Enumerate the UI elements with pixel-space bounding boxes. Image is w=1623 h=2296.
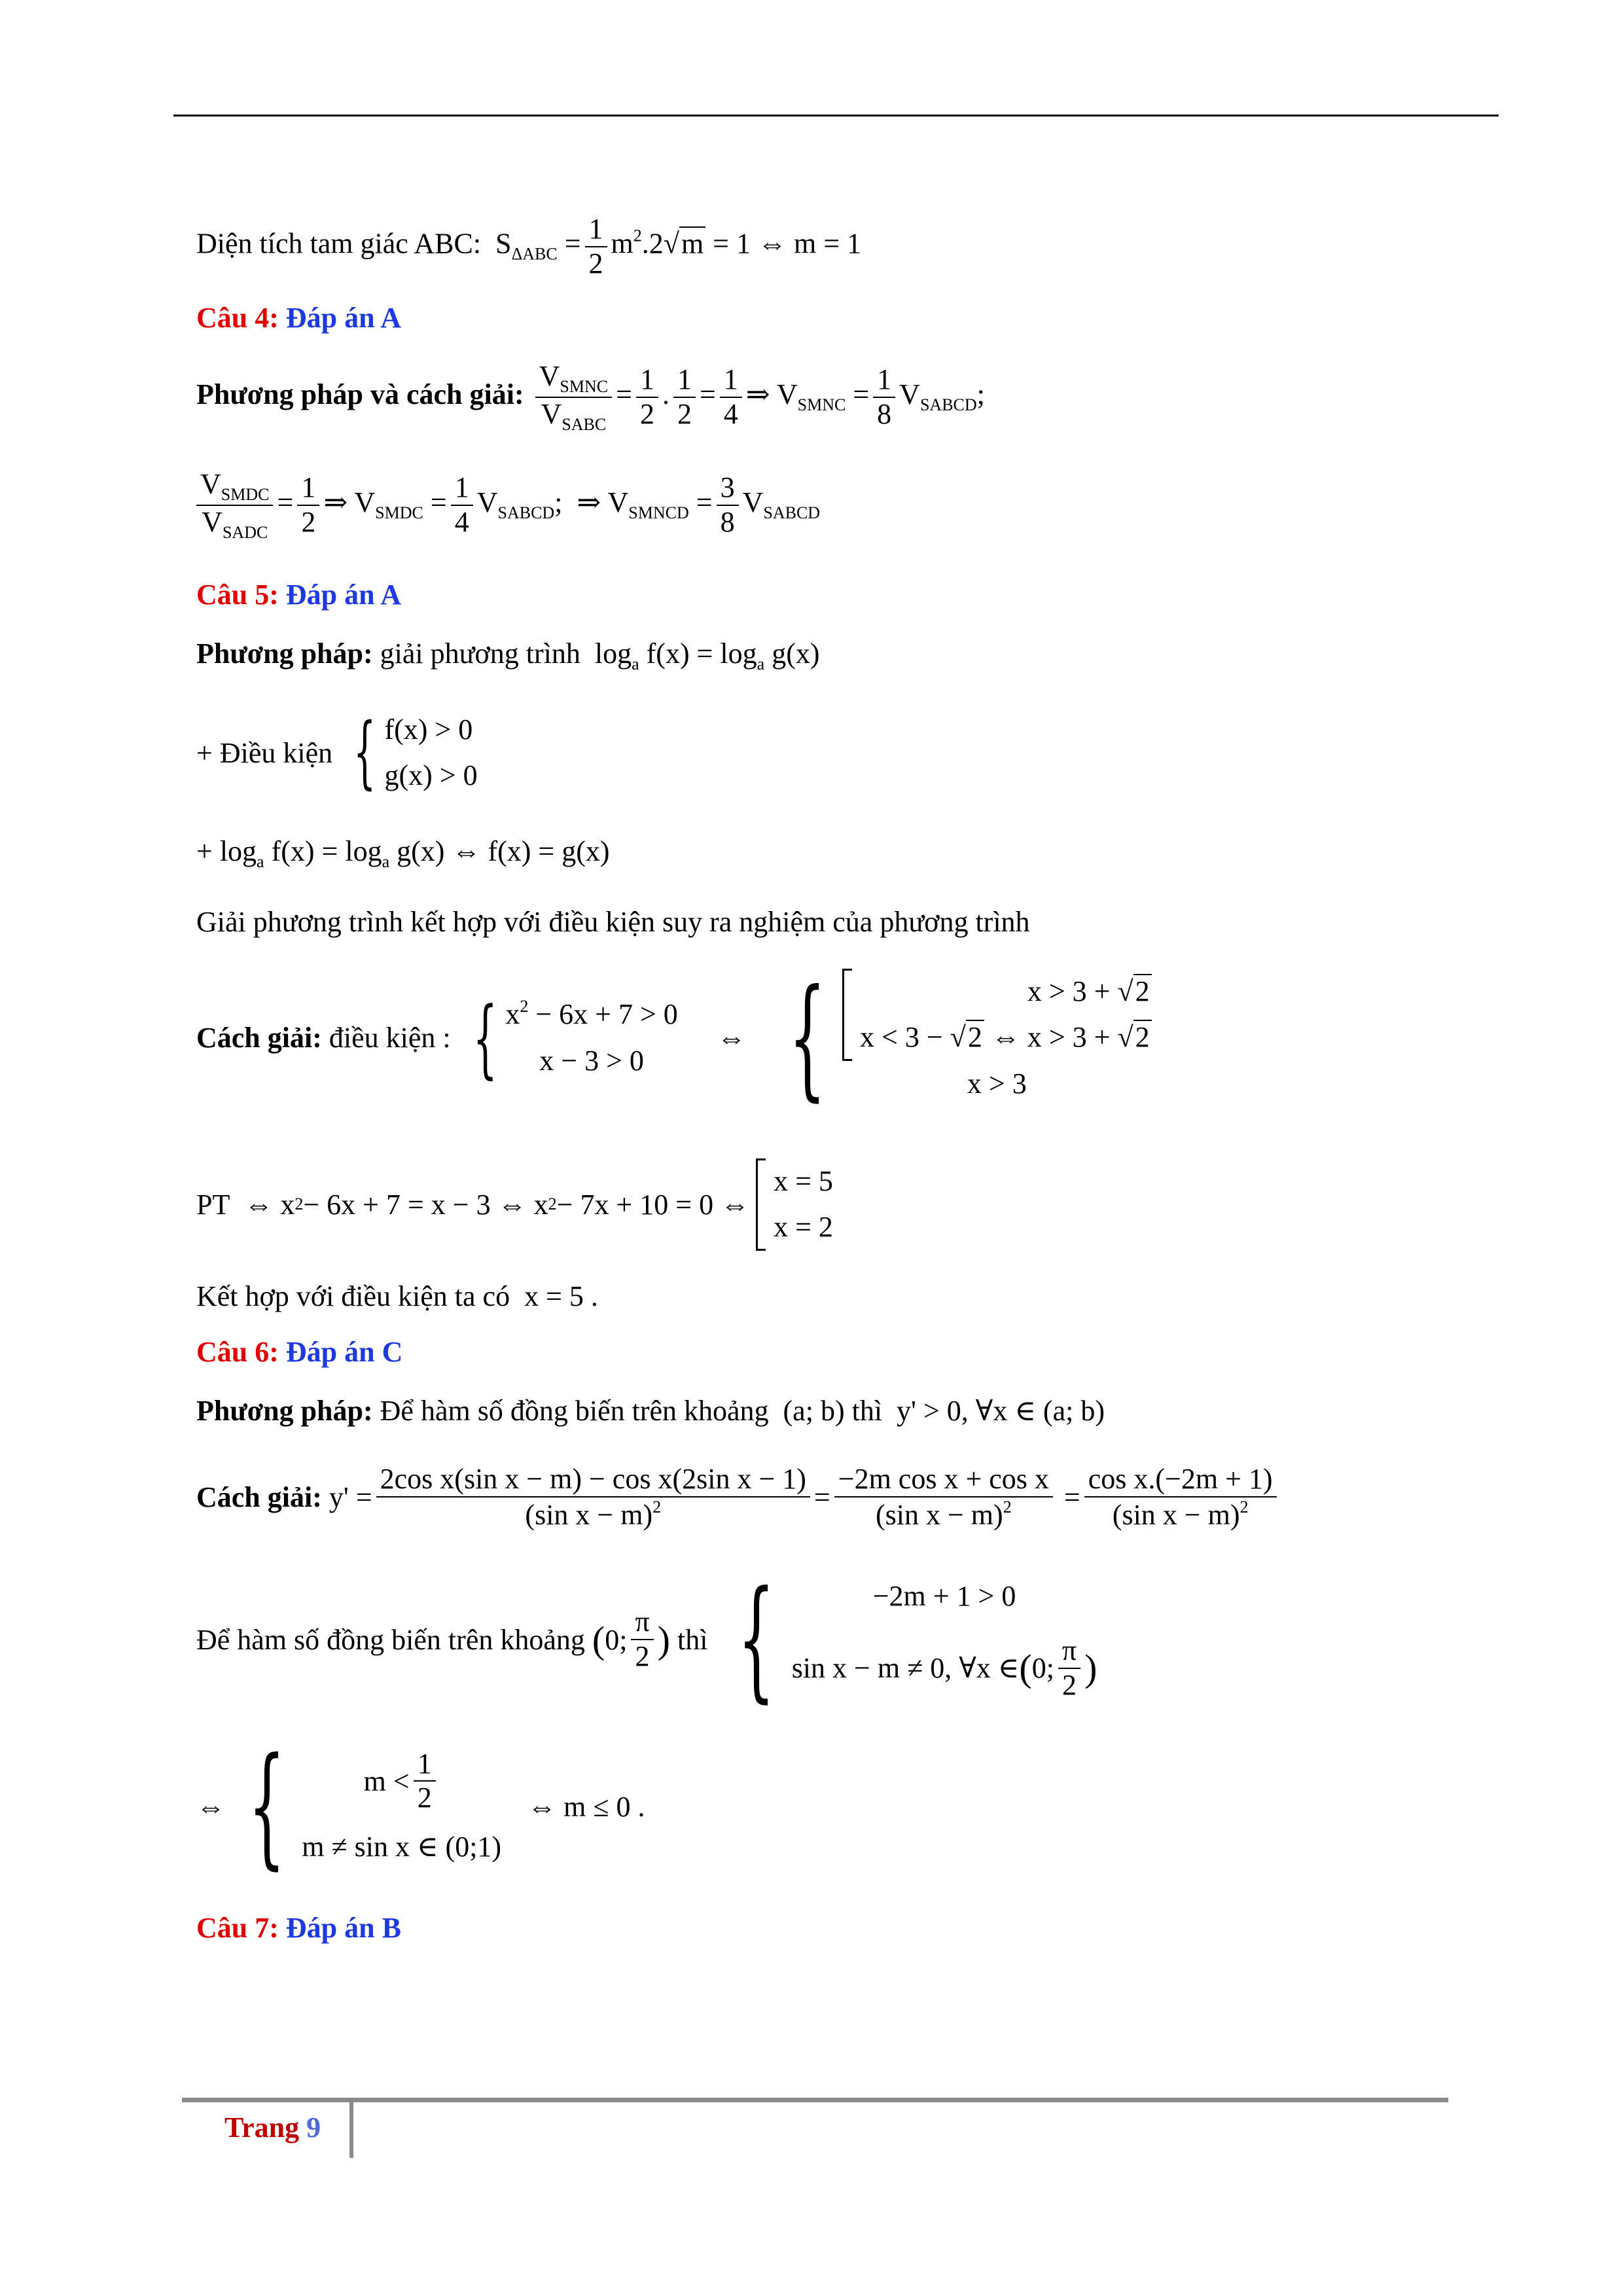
- question-5-pt: PT ⇔ x 2 − 6x + 7 = x − 3 ⇔ x 2 − 7x + 10 = 0 ⇔ x = 5 x = 2: [196, 1158, 833, 1251]
- question-6-derivative: Cách giải: y' = $\frac{\text{2cos x(sin x − m) − cos x(2sin x − 1)}}{(\sin x - m)^2}$ = $\frac{\text{−2m cos x + cos x}}{(\sin x - m)^2}$ = $\frac{\text{cos x.(−2m + 1)}}{(\sin x - m)^2}$: [196, 1463, 1281, 1532]
- question-6-method: Phương pháp: Để hàm số đồng biến trên khoảng (a; b) thì y' > 0, ∀x ∈ (a; b): [196, 1395, 1105, 1427]
- question-5-equivalence: + $\log_a f(x) = \log_a g(x)$ ⇔ f(x) = g(x): [196, 835, 610, 871]
- question-4-formula-2: $\frac{V_{SMDC}}{V_{SADC}}$ = $\frac{1}{2}$ ⇒ $V_{SMDC}$ = $\frac{1}{4}$ $V_{SABCD}$; ⇒ $V_{SMNCD}$ = $\frac{3}{8}$ $V_{SABCD}$: [196, 468, 820, 543]
- question-7-heading: Câu 7: Đáp án B: [196, 1912, 401, 1944]
- question-5-result: Kết hợp với điều kiện ta có x = 5 .: [196, 1280, 598, 1312]
- volume-ratio-formula: $\frac{V_{SMNC}}{V_{SABC}}$ = $\frac{1}{2}$ . $\frac{1}{2}$ = $\frac{1}{4}$ ⇒ $V_{SMNC}$ = $\frac{1}{8}$ $V_{SABCD}$;: [531, 360, 985, 435]
- page-footer: Trang 9: [224, 2111, 321, 2144]
- question-6-condition: Để hàm số đồng biến trên khoảng ( 0; $\frac{\pi}{2}$ ) thì { −2m + 1 > 0 sin x − m ≠ 0, ∀x ∈ ( 0; $\frac{\pi}{2}$ ): [196, 1563, 1097, 1715]
- header-rule: [173, 115, 1499, 117]
- page-number: 9: [306, 2111, 321, 2144]
- question-4-method: Phương pháp và cách giải: $\frac{V_{SMNC}}{V_{SABC}}$ = $\frac{1}{2}$ . $\frac{1}{2}$ = $\frac{1}{4}$ ⇒ $V_{SMNC}$ = $\frac{1}{8}$ $V_{SABCD}$;: [196, 360, 985, 434]
- footer-rule: [182, 2098, 1448, 2102]
- question-6-conclusion: ⇔ { m < $\frac{1}{2}$ m ≠ sin x ∈ (0;1) ⇔ m ≤ 0 .: [196, 1730, 645, 1882]
- question-5-method: Phương pháp: giải phương trình $\log_a f(x) = \log_a g(x)$: [196, 637, 820, 673]
- triangle-area-text: Diện tích tam giác ABC:: [196, 227, 482, 260]
- question-6-heading: Câu 6: Đáp án C: [196, 1336, 403, 1368]
- question-5-heading: Câu 5: Đáp án A: [196, 579, 401, 611]
- question-5-solution: Cách giải: điều kiện : { $x^2 - 6x + 7 > 0$ x − 3 > 0 ⇔ { x > 3 + √2 x < 3 − √2 ⇔ x > 3 + √2 x > 3: [196, 969, 1152, 1107]
- log-equation: $\log_a f(x) = \log_a g(x)$: [587, 637, 820, 673]
- question-5-condition: + Điều kiện { f(x) > 0 g(x) > 0: [196, 707, 478, 798]
- triangle-area-formula: $S_{\Delta ABC}$ = $\frac{1}{2}$ $m^2.2√m = 1$ ⇔ m = 1: [488, 213, 862, 279]
- question-5-solve-text: Giải phương trình kết hợp với điều kiện suy ra nghiệm của phương trình: [196, 906, 1030, 938]
- question-4-heading: Câu 4: Đáp án A: [196, 302, 401, 334]
- triangle-area-line: [196, 213, 861, 280]
- footer-divider: [349, 2100, 353, 2158]
